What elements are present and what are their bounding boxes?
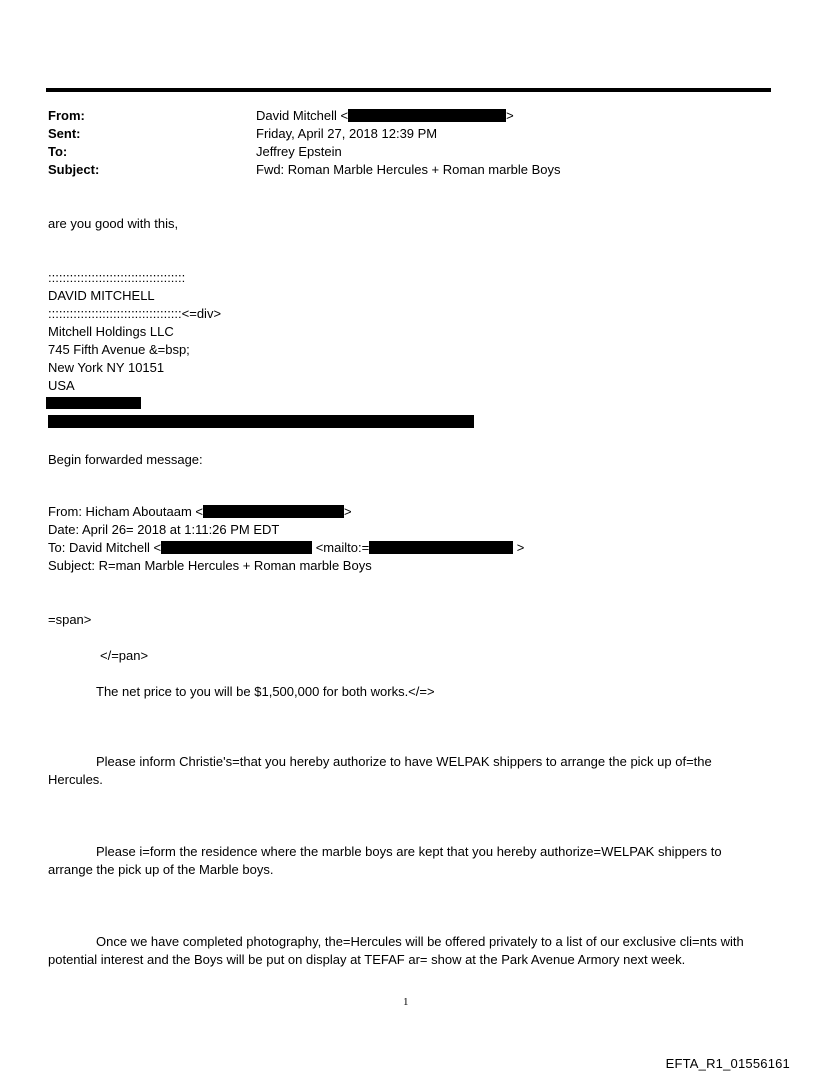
- sent-value: Friday, April 27, 2018 12:39 PM: [256, 126, 438, 141]
- signature-address-2: New York NY 10151: [48, 360, 165, 375]
- forwarded-from-close: >: [343, 504, 352, 519]
- header-rule: [46, 88, 771, 92]
- signature-divider-2: :::::::::::::::::::::::::::::::::::::<=div>: [48, 306, 222, 321]
- signature-name: DAVID MITCHELL: [48, 288, 155, 303]
- page-number: 1: [403, 996, 409, 1008]
- forwarded-from: [48, 503, 352, 521]
- forward-intro: Begin forwarded message:: [48, 452, 203, 467]
- span-open-artifact: =span>: [48, 612, 92, 627]
- bates-number: EFTA_R1_01556161: [665, 1056, 790, 1071]
- subject-label: Subject:: [48, 162, 100, 177]
- paragraph-photography: Once we have completed photography, the=Hercules will be offered privately to a list of our exclusive cli=nts with potential interest and the Boys will be put on display at TEFAF ar= show at the Park Avenue Armory next week.: [48, 934, 744, 967]
- redaction-bar: [161, 541, 312, 554]
- signature-country: USA: [48, 378, 75, 393]
- redaction-bar: [348, 109, 506, 122]
- redaction-bar: [203, 505, 344, 518]
- net-price-line: The net price to you will be $1,500,000 for both works.</=>: [96, 684, 435, 699]
- to-label: To:: [48, 144, 68, 159]
- subject-value: Fwd: Roman Marble Hercules + Roman marble Boys: [256, 162, 561, 177]
- forwarded-to: [48, 539, 524, 557]
- forwarded-subject: Subject: R=man Marble Hercules + Roman marble Boys: [48, 558, 372, 573]
- span-close-artifact: </=pan>: [100, 648, 149, 663]
- redaction-bar: [46, 397, 141, 409]
- to-value: Jeffrey Epstein: [256, 144, 342, 159]
- paragraph-boys-pickup: Please i=form the residence where the marble boys are kept that you hereby authorize=WELPAK shippers to arrange the pick up of the Marble boys.: [48, 844, 722, 877]
- from-name: David Mitchell <: [256, 108, 349, 123]
- forwarded-date: Date: April 26= 2018 at 1:11:26 PM EDT: [48, 522, 280, 537]
- signature-company: Mitchell Holdings LLC: [48, 324, 174, 339]
- redaction-bar: [369, 541, 513, 554]
- forwarded-to-mailto: <mailto:=: [312, 540, 370, 555]
- sent-label: Sent:: [48, 126, 81, 141]
- forwarded-to-name: To: David Mitchell <: [48, 540, 162, 555]
- signature-address-1: 745 Fifth Avenue &=bsp;: [48, 342, 190, 357]
- from-value: [256, 107, 514, 125]
- paragraph-hercules-pickup: Please inform Christie's=that you hereby authorize to have WELPAK shippers to arrange the pick up of=the Hercules.: [48, 754, 712, 787]
- redaction-bar: [48, 415, 474, 428]
- signature-divider-1: ::::::::::::::::::::::::::::::::::::::: [48, 270, 186, 285]
- forwarded-from-name: From: Hicham Aboutaam <: [48, 504, 203, 519]
- from-close: >: [506, 108, 514, 123]
- intro-line: are you good with this,: [48, 216, 179, 231]
- from-label: From:: [48, 108, 85, 123]
- forwarded-to-close: >: [513, 540, 525, 555]
